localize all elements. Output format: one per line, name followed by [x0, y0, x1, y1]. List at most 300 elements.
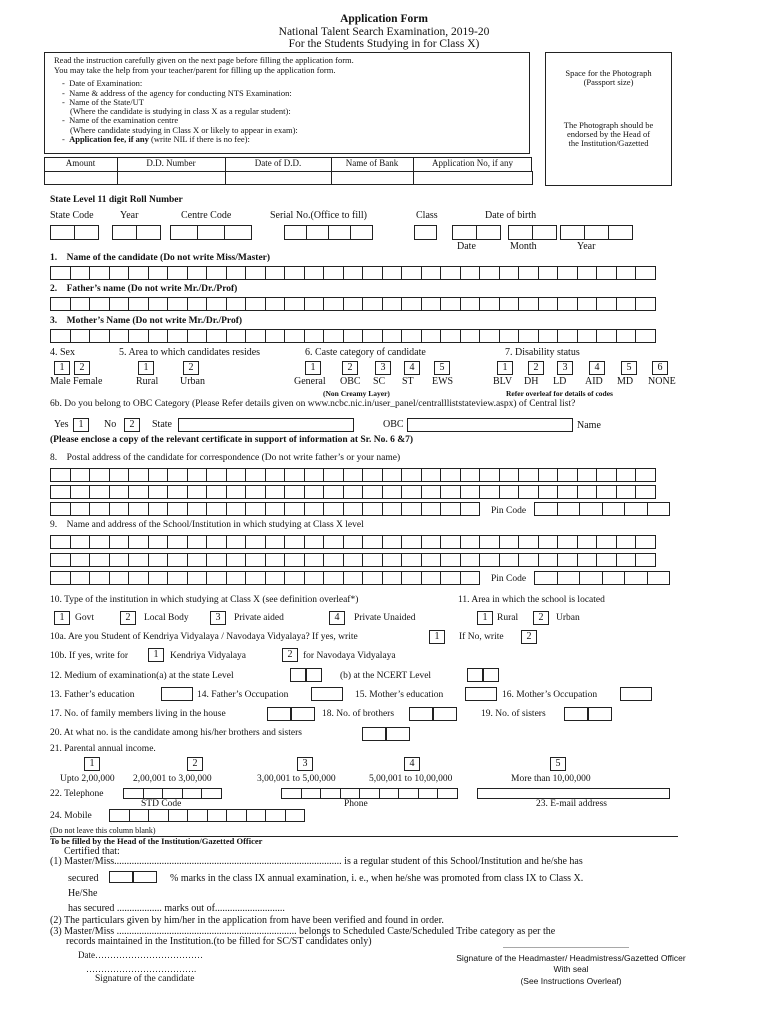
caste-option-box[interactable]: 4: [404, 361, 420, 375]
address-cell[interactable]: [70, 485, 91, 499]
mother-name-cell[interactable]: [635, 329, 656, 343]
q10a-no-box[interactable]: 2: [521, 630, 537, 644]
family-members-cell[interactable]: [267, 707, 291, 721]
father-name-cell[interactable]: [128, 297, 149, 311]
address-cell[interactable]: [538, 468, 559, 482]
school-address-cell[interactable]: [226, 571, 247, 585]
address-cell[interactable]: [245, 485, 266, 499]
area-option-box[interactable]: 1: [138, 361, 154, 375]
phone-cell[interactable]: [359, 788, 380, 799]
school-address-cell[interactable]: [401, 571, 422, 585]
candidate-name-cell[interactable]: [284, 266, 305, 280]
address-cell[interactable]: [89, 468, 110, 482]
address-cell[interactable]: [148, 485, 169, 499]
address-cell[interactable]: [89, 502, 110, 516]
father-name-cell[interactable]: [187, 297, 208, 311]
address-cell[interactable]: [421, 468, 442, 482]
school-address-cell[interactable]: [245, 535, 266, 549]
father-name-cell[interactable]: [70, 297, 91, 311]
address-cell[interactable]: [148, 468, 169, 482]
address-cell[interactable]: [167, 468, 188, 482]
mobile-cell[interactable]: [148, 809, 169, 822]
school-address-cell[interactable]: [187, 553, 208, 567]
school-address-cell[interactable]: [518, 535, 539, 549]
school-address-cell[interactable]: [128, 571, 149, 585]
school-address-cell[interactable]: [616, 553, 637, 567]
school-address-cell[interactable]: [304, 553, 325, 567]
address-cell[interactable]: [70, 468, 91, 482]
address-cell[interactable]: [187, 485, 208, 499]
address-cell[interactable]: [401, 468, 422, 482]
father-name-cell[interactable]: [245, 297, 266, 311]
school-address-cell[interactable]: [382, 571, 403, 585]
address-cell[interactable]: [421, 502, 442, 516]
address-cell[interactable]: [596, 468, 617, 482]
candidate-name-cell[interactable]: [89, 266, 110, 280]
address-cell[interactable]: [479, 485, 500, 499]
q10b-nv-box[interactable]: 2: [282, 648, 298, 662]
school-address-cell[interactable]: [421, 571, 442, 585]
school-address-cell[interactable]: [401, 535, 422, 549]
father-occupation-field[interactable]: [311, 687, 343, 701]
address-cell[interactable]: [499, 485, 520, 499]
disability-option-box[interactable]: 6: [652, 361, 668, 375]
institution-type-box[interactable]: 1: [54, 611, 70, 625]
address-cell[interactable]: [635, 485, 656, 499]
address-cell[interactable]: [50, 485, 71, 499]
pin-code-cell[interactable]: [557, 502, 581, 516]
address-cell[interactable]: [323, 502, 344, 516]
class-cell[interactable]: [414, 225, 437, 240]
mother-name-cell[interactable]: [323, 329, 344, 343]
mobile-cell[interactable]: [109, 809, 130, 822]
school-address-cell[interactable]: [343, 535, 364, 549]
father-name-cell[interactable]: [401, 297, 422, 311]
school-address-cell[interactable]: [284, 535, 305, 549]
income-option-box[interactable]: 1: [84, 757, 100, 771]
school-address-cell[interactable]: [206, 553, 227, 567]
candidate-name-cell[interactable]: [128, 266, 149, 280]
address-cell[interactable]: [343, 485, 364, 499]
mother-name-cell[interactable]: [499, 329, 520, 343]
school-address-cell[interactable]: [382, 553, 403, 567]
address-cell[interactable]: [284, 485, 305, 499]
address-cell[interactable]: [616, 485, 637, 499]
mother-name-cell[interactable]: [70, 329, 91, 343]
father-name-cell[interactable]: [362, 297, 383, 311]
candidate-name-cell[interactable]: [167, 266, 188, 280]
address-cell[interactable]: [226, 485, 247, 499]
mother-name-cell[interactable]: [187, 329, 208, 343]
phone-cell[interactable]: [281, 788, 302, 799]
address-cell[interactable]: [304, 485, 325, 499]
address-cell[interactable]: [440, 485, 461, 499]
school-address-cell[interactable]: [401, 553, 422, 567]
school-address-cell[interactable]: [499, 553, 520, 567]
mother-name-cell[interactable]: [596, 329, 617, 343]
dob-year-cell[interactable]: [584, 225, 609, 240]
candidate-name-cell[interactable]: [635, 266, 656, 280]
address-cell[interactable]: [518, 485, 539, 499]
candidate-name-cell[interactable]: [460, 266, 481, 280]
school-address-cell[interactable]: [518, 553, 539, 567]
dob-month-cell[interactable]: [508, 225, 533, 240]
school-address-cell[interactable]: [323, 553, 344, 567]
obc-yes-box[interactable]: 1: [73, 418, 89, 432]
address-cell[interactable]: [109, 502, 130, 516]
address-cell[interactable]: [577, 485, 598, 499]
address-cell[interactable]: [460, 468, 481, 482]
obc-state-field[interactable]: [178, 418, 354, 432]
mother-name-cell[interactable]: [265, 329, 286, 343]
address-cell[interactable]: [382, 485, 403, 499]
school-address-cell[interactable]: [128, 553, 149, 567]
school-address-cell[interactable]: [128, 535, 149, 549]
percent-marks-cell[interactable]: [133, 871, 157, 883]
candidate-name-cell[interactable]: [70, 266, 91, 280]
address-cell[interactable]: [401, 502, 422, 516]
candidate-name-cell[interactable]: [557, 266, 578, 280]
father-name-cell[interactable]: [167, 297, 188, 311]
serial-no-cell[interactable]: [328, 225, 351, 240]
percent-marks-cell[interactable]: [109, 871, 133, 883]
caste-option-box[interactable]: 1: [305, 361, 321, 375]
mother-occupation-field[interactable]: [620, 687, 652, 701]
address-cell[interactable]: [187, 468, 208, 482]
school-address-cell[interactable]: [245, 553, 266, 567]
dob-date-cell[interactable]: [452, 225, 477, 240]
father-name-cell[interactable]: [557, 297, 578, 311]
address-cell[interactable]: [596, 485, 617, 499]
address-cell[interactable]: [479, 468, 500, 482]
school-address-cell[interactable]: [440, 535, 461, 549]
address-cell[interactable]: [577, 468, 598, 482]
school-address-cell[interactable]: [362, 553, 383, 567]
school-address-cell[interactable]: [304, 535, 325, 549]
phone-cell[interactable]: [320, 788, 341, 799]
mother-name-cell[interactable]: [148, 329, 169, 343]
school-address-cell[interactable]: [109, 535, 130, 549]
pin-code-cell[interactable]: [602, 502, 626, 516]
medium-ncert-cell[interactable]: [483, 668, 499, 682]
school-address-cell[interactable]: [304, 571, 325, 585]
fee-table-cell[interactable]: [117, 171, 226, 185]
address-cell[interactable]: [499, 468, 520, 482]
school-area-box[interactable]: 1: [477, 611, 493, 625]
year-cell[interactable]: [136, 225, 161, 240]
mother-name-cell[interactable]: [518, 329, 539, 343]
address-cell[interactable]: [89, 485, 110, 499]
school-address-cell[interactable]: [70, 535, 91, 549]
school-address-cell[interactable]: [226, 535, 247, 549]
date-line[interactable]: Date………………………………: [78, 950, 203, 960]
dob-year-cell[interactable]: [560, 225, 585, 240]
address-cell[interactable]: [362, 502, 383, 516]
address-cell[interactable]: [323, 468, 344, 482]
address-cell[interactable]: [109, 485, 130, 499]
father-name-cell[interactable]: [89, 297, 110, 311]
father-name-cell[interactable]: [109, 297, 130, 311]
address-cell[interactable]: [206, 468, 227, 482]
q10a-yes-box[interactable]: 1: [429, 630, 445, 644]
school-pin-code-cell[interactable]: [602, 571, 626, 585]
school-address-cell[interactable]: [50, 535, 71, 549]
mobile-cell[interactable]: [168, 809, 189, 822]
school-pin-code-cell[interactable]: [624, 571, 648, 585]
address-cell[interactable]: [362, 485, 383, 499]
father-name-cell[interactable]: [304, 297, 325, 311]
address-cell[interactable]: [440, 502, 461, 516]
mother-name-cell[interactable]: [89, 329, 110, 343]
std-code-cell[interactable]: [123, 788, 144, 799]
mobile-cell[interactable]: [207, 809, 228, 822]
school-address-cell[interactable]: [635, 553, 656, 567]
school-address-cell[interactable]: [479, 535, 500, 549]
medium-state-cell[interactable]: [306, 668, 322, 682]
father-education-field[interactable]: [161, 687, 193, 701]
serial-no-cell[interactable]: [284, 225, 307, 240]
school-address-cell[interactable]: [382, 535, 403, 549]
address-cell[interactable]: [304, 502, 325, 516]
school-address-cell[interactable]: [89, 553, 110, 567]
serial-no-cell[interactable]: [306, 225, 329, 240]
std-code-cell[interactable]: [201, 788, 222, 799]
address-cell[interactable]: [50, 502, 71, 516]
address-cell[interactable]: [460, 502, 481, 516]
school-address-cell[interactable]: [70, 553, 91, 567]
state-code-cell[interactable]: [74, 225, 99, 240]
std-code-cell[interactable]: [162, 788, 183, 799]
area-option-box[interactable]: 2: [183, 361, 199, 375]
candidate-name-cell[interactable]: [343, 266, 364, 280]
candidate-name-cell[interactable]: [265, 266, 286, 280]
phone-cell[interactable]: [340, 788, 361, 799]
family-members-cell[interactable]: [291, 707, 315, 721]
father-name-cell[interactable]: [518, 297, 539, 311]
centre-code-cell[interactable]: [197, 225, 225, 240]
candidate-name-cell[interactable]: [577, 266, 598, 280]
mother-name-cell[interactable]: [50, 329, 71, 343]
std-code-cell[interactable]: [182, 788, 203, 799]
school-address-cell[interactable]: [616, 535, 637, 549]
income-option-box[interactable]: 4: [404, 757, 420, 771]
father-name-cell[interactable]: [265, 297, 286, 311]
mother-name-cell[interactable]: [128, 329, 149, 343]
school-address-cell[interactable]: [343, 553, 364, 567]
mother-name-cell[interactable]: [206, 329, 227, 343]
candidate-name-cell[interactable]: [304, 266, 325, 280]
medium-ncert-cell[interactable]: [467, 668, 483, 682]
sibling-rank-cell[interactable]: [362, 727, 386, 741]
mother-name-cell[interactable]: [109, 329, 130, 343]
address-cell[interactable]: [304, 468, 325, 482]
mother-name-cell[interactable]: [226, 329, 247, 343]
pin-code-cell[interactable]: [534, 502, 558, 516]
school-address-cell[interactable]: [167, 535, 188, 549]
school-address-cell[interactable]: [187, 571, 208, 585]
mother-name-cell[interactable]: [479, 329, 500, 343]
candidate-name-cell[interactable]: [187, 266, 208, 280]
school-pin-code-cell[interactable]: [534, 571, 558, 585]
mother-education-field[interactable]: [465, 687, 497, 701]
phone-cell[interactable]: [301, 788, 322, 799]
sex-option-box[interactable]: 2: [74, 361, 90, 375]
pin-code-cell[interactable]: [579, 502, 603, 516]
address-cell[interactable]: [206, 485, 227, 499]
candidate-name-cell[interactable]: [421, 266, 442, 280]
candidate-name-cell[interactable]: [401, 266, 422, 280]
address-cell[interactable]: [226, 502, 247, 516]
address-cell[interactable]: [167, 502, 188, 516]
school-address-cell[interactable]: [596, 535, 617, 549]
dob-year-cell[interactable]: [608, 225, 633, 240]
sex-option-box[interactable]: 1: [54, 361, 70, 375]
address-cell[interactable]: [167, 485, 188, 499]
serial-no-cell[interactable]: [350, 225, 373, 240]
school-address-cell[interactable]: [343, 571, 364, 585]
address-cell[interactable]: [323, 485, 344, 499]
std-code-cell[interactable]: [143, 788, 164, 799]
address-cell[interactable]: [70, 502, 91, 516]
school-address-cell[interactable]: [245, 571, 266, 585]
fee-table-cell[interactable]: [413, 171, 533, 185]
fee-table-cell[interactable]: [44, 171, 118, 185]
school-address-cell[interactable]: [460, 571, 481, 585]
school-address-cell[interactable]: [226, 553, 247, 567]
address-cell[interactable]: [616, 468, 637, 482]
school-pin-code-cell[interactable]: [647, 571, 671, 585]
school-address-cell[interactable]: [109, 553, 130, 567]
address-cell[interactable]: [440, 468, 461, 482]
school-address-cell[interactable]: [187, 535, 208, 549]
school-address-cell[interactable]: [50, 553, 71, 567]
obc-name-field[interactable]: [407, 418, 573, 432]
father-name-cell[interactable]: [421, 297, 442, 311]
address-cell[interactable]: [284, 468, 305, 482]
phone-cell[interactable]: [437, 788, 458, 799]
address-cell[interactable]: [148, 502, 169, 516]
address-cell[interactable]: [128, 485, 149, 499]
father-name-cell[interactable]: [440, 297, 461, 311]
address-cell[interactable]: [284, 502, 305, 516]
address-cell[interactable]: [343, 502, 364, 516]
school-address-cell[interactable]: [362, 535, 383, 549]
address-cell[interactable]: [557, 485, 578, 499]
father-name-cell[interactable]: [635, 297, 656, 311]
father-name-cell[interactable]: [499, 297, 520, 311]
address-cell[interactable]: [265, 502, 286, 516]
father-name-cell[interactable]: [479, 297, 500, 311]
candidate-name-cell[interactable]: [596, 266, 617, 280]
father-name-cell[interactable]: [577, 297, 598, 311]
address-cell[interactable]: [226, 468, 247, 482]
father-name-cell[interactable]: [343, 297, 364, 311]
candidate-name-cell[interactable]: [50, 266, 71, 280]
father-name-cell[interactable]: [226, 297, 247, 311]
address-cell[interactable]: [187, 502, 208, 516]
candidate-name-cell[interactable]: [109, 266, 130, 280]
father-name-cell[interactable]: [284, 297, 305, 311]
father-name-cell[interactable]: [538, 297, 559, 311]
candidate-name-cell[interactable]: [499, 266, 520, 280]
father-name-cell[interactable]: [596, 297, 617, 311]
mother-name-cell[interactable]: [382, 329, 403, 343]
disability-option-box[interactable]: 1: [497, 361, 513, 375]
candidate-name-cell[interactable]: [206, 266, 227, 280]
school-address-cell[interactable]: [109, 571, 130, 585]
mother-name-cell[interactable]: [245, 329, 266, 343]
candidate-name-cell[interactable]: [538, 266, 559, 280]
phone-cell[interactable]: [418, 788, 439, 799]
fee-table-cell[interactable]: [225, 171, 332, 185]
school-address-cell[interactable]: [70, 571, 91, 585]
institution-type-box[interactable]: 2: [120, 611, 136, 625]
school-address-cell[interactable]: [284, 571, 305, 585]
address-cell[interactable]: [128, 468, 149, 482]
school-address-cell[interactable]: [323, 571, 344, 585]
head-signature-line[interactable]: ...............................................................: [503, 941, 629, 950]
address-cell[interactable]: [635, 468, 656, 482]
father-name-cell[interactable]: [382, 297, 403, 311]
fee-table-cell[interactable]: [331, 171, 414, 185]
address-cell[interactable]: [538, 485, 559, 499]
school-address-cell[interactable]: [577, 553, 598, 567]
school-address-cell[interactable]: [538, 535, 559, 549]
mother-name-cell[interactable]: [460, 329, 481, 343]
dob-date-cell[interactable]: [476, 225, 501, 240]
mother-name-cell[interactable]: [304, 329, 325, 343]
centre-code-cell[interactable]: [170, 225, 198, 240]
mother-name-cell[interactable]: [401, 329, 422, 343]
address-cell[interactable]: [518, 468, 539, 482]
caste-option-box[interactable]: 3: [375, 361, 391, 375]
candidate-name-cell[interactable]: [148, 266, 169, 280]
obc-no-box[interactable]: 2: [124, 418, 140, 432]
candidate-name-cell[interactable]: [323, 266, 344, 280]
candidate-signature-line[interactable]: ……………………………….: [86, 964, 197, 974]
mother-name-cell[interactable]: [577, 329, 598, 343]
mobile-cell[interactable]: [285, 809, 306, 822]
q10b-kv-box[interactable]: 1: [148, 648, 164, 662]
school-pin-code-cell[interactable]: [557, 571, 581, 585]
school-pin-code-cell[interactable]: [579, 571, 603, 585]
candidate-name-cell[interactable]: [362, 266, 383, 280]
phone-cell[interactable]: [398, 788, 419, 799]
mother-name-cell[interactable]: [557, 329, 578, 343]
school-address-cell[interactable]: [362, 571, 383, 585]
school-address-cell[interactable]: [440, 571, 461, 585]
father-name-cell[interactable]: [460, 297, 481, 311]
mother-name-cell[interactable]: [616, 329, 637, 343]
school-area-box[interactable]: 2: [533, 611, 549, 625]
income-option-box[interactable]: 5: [550, 757, 566, 771]
school-address-cell[interactable]: [538, 553, 559, 567]
year-cell[interactable]: [112, 225, 137, 240]
caste-option-box[interactable]: 5: [434, 361, 450, 375]
candidate-name-cell[interactable]: [479, 266, 500, 280]
candidate-name-cell[interactable]: [382, 266, 403, 280]
school-address-cell[interactable]: [440, 553, 461, 567]
disability-option-box[interactable]: 2: [528, 361, 544, 375]
mother-name-cell[interactable]: [440, 329, 461, 343]
address-cell[interactable]: [401, 485, 422, 499]
school-address-cell[interactable]: [557, 553, 578, 567]
address-cell[interactable]: [206, 502, 227, 516]
mother-name-cell[interactable]: [167, 329, 188, 343]
brothers-cell[interactable]: [409, 707, 433, 721]
address-cell[interactable]: [382, 502, 403, 516]
school-address-cell[interactable]: [206, 535, 227, 549]
